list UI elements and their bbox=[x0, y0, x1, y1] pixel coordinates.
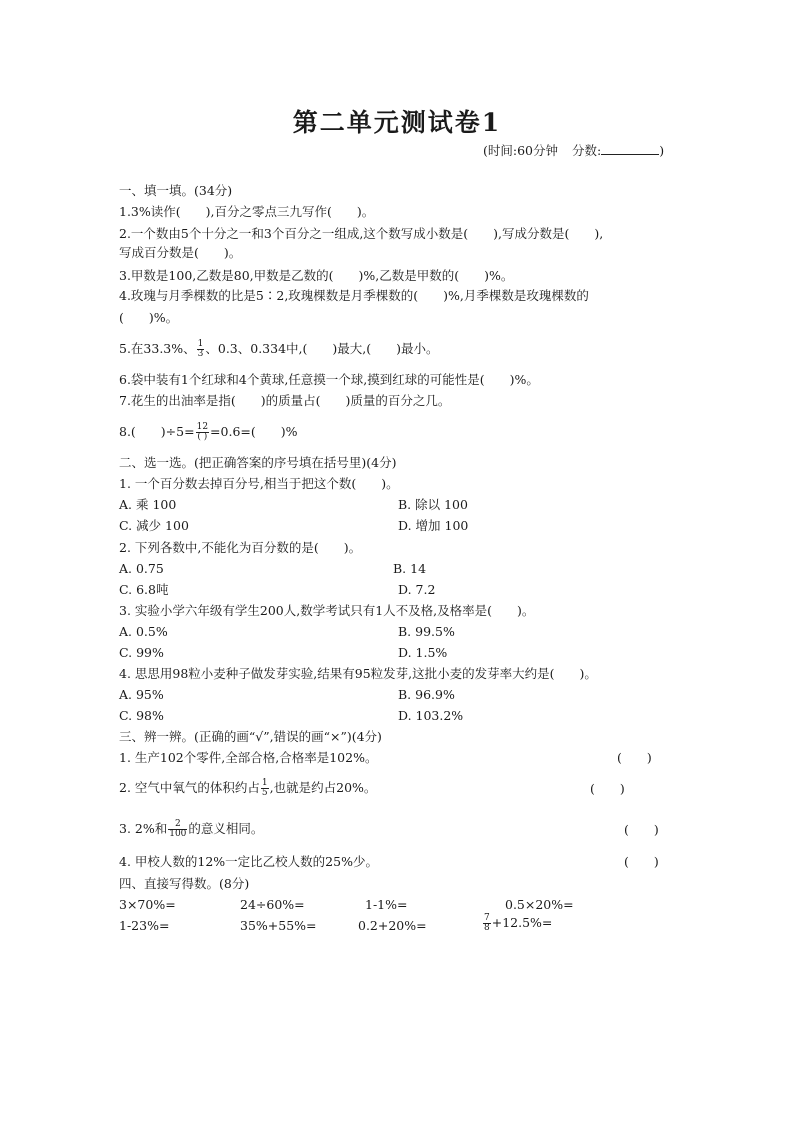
s2-q3-stem: 3. 实验小学六年级有学生200人,数学考试只有1人不及格,及格率是( )。 bbox=[119, 603, 535, 618]
s2-q4-stem: 4. 思思用98粒小麦种子做发芽实验,结果有95粒发芽,这批小麦的发芽率大约是( )。 bbox=[119, 666, 597, 681]
frac-num: 7 bbox=[484, 913, 490, 923]
section-2-heading: 二、选一选。(把正确答案的序号填在括号里)(4分) bbox=[119, 455, 397, 470]
s3-q1: 1. 生产102个零件,全部合格,合格率是102%。 bbox=[119, 750, 378, 765]
s1-q8 bbox=[119, 423, 298, 442]
s3-q2 bbox=[119, 779, 376, 798]
s2-q3-option-a: A. 0.5% bbox=[119, 624, 168, 639]
s3-q3 bbox=[119, 820, 263, 839]
time-score-info bbox=[483, 141, 664, 159]
s3-q4: 4. 甲校人数的12%一定比乙校人数的25%少。 bbox=[119, 854, 378, 869]
s1-q5-post: 、0.3、0.334中,( )最大,( )最小。 bbox=[205, 341, 439, 356]
fraction-one-fifth bbox=[261, 779, 269, 798]
s2-q2-option-d: D. 7.2 bbox=[398, 582, 436, 597]
frac-num: 12 bbox=[196, 422, 209, 432]
s1-q8-pre: 8.( )÷5= bbox=[119, 424, 195, 439]
s3-q2-post: ,也就是约占20%。 bbox=[269, 780, 377, 795]
fraction-two-hundredths bbox=[168, 820, 187, 839]
s1-q4b: ( )%。 bbox=[119, 310, 179, 325]
s2-q1-option-c: C. 减少 100 bbox=[119, 518, 189, 533]
s2-q3-option-b: B. 99.5% bbox=[398, 624, 455, 639]
frac-den: ( ) bbox=[197, 432, 208, 442]
frac-den: 8 bbox=[484, 923, 490, 933]
frac-num: 1 bbox=[197, 339, 204, 349]
calc-r1-2: 24÷60%= bbox=[240, 897, 305, 912]
frac-num: 1 bbox=[261, 778, 268, 788]
s1-q2b: 写成百分数是( )。 bbox=[119, 245, 242, 260]
calc-r1-1: 3×70%= bbox=[119, 897, 176, 912]
s2-q1-option-b: B. 除以 100 bbox=[398, 497, 468, 512]
s3-q2-pre: 2. 空气中氧气的体积约占 bbox=[119, 780, 260, 795]
s2-q4-option-c: C. 98% bbox=[119, 708, 164, 723]
s1-q1: 1.3%读作( ),百分之零点三九写作( )。 bbox=[119, 204, 375, 219]
s2-q2-option-a: A. 0.75 bbox=[119, 561, 164, 576]
s1-q7: 7.花生的出油率是指( )的质量占( )质量的百分之几。 bbox=[119, 393, 451, 408]
s2-q4-option-a: A. 95% bbox=[119, 687, 164, 702]
fraction-seven-eighths bbox=[483, 914, 491, 933]
s1-q2a: 2.一个数由5个十分之一和3个百分之一组成,这个数写成小数是( ),写成分数是( ), bbox=[119, 226, 604, 241]
page-title: 第二单元测试卷1 bbox=[292, 108, 502, 137]
s3-q3-post: 的意义相同。 bbox=[188, 821, 264, 836]
s2-q1-option-d: D. 增加 100 bbox=[398, 518, 469, 533]
calc-r2-3: 0.2+20%= bbox=[358, 918, 427, 933]
score-label: 分数: bbox=[571, 143, 602, 158]
frac-den: 100 bbox=[169, 829, 187, 839]
s2-q2-option-b: B. 14 bbox=[393, 561, 427, 576]
s2-q3-option-d: D. 1.5% bbox=[398, 645, 448, 660]
s1-q4a: 4.玫瑰与月季棵数的比是5∶2,玫瑰棵数是月季棵数的( )%,月季棵数是玫瑰棵数的 bbox=[119, 288, 589, 303]
fraction-one-third bbox=[197, 340, 205, 359]
frac-den: 5 bbox=[261, 788, 268, 798]
section-3-heading: 三、辨一辨。(正确的画“√”,错误的画“×”)(4分) bbox=[119, 729, 382, 744]
s2-q3-option-c: C. 99% bbox=[119, 645, 164, 660]
s1-q8-post: =0.6=( )% bbox=[210, 424, 298, 439]
section-4-heading: 四、直接写得数。(8分) bbox=[119, 876, 250, 891]
calc-r2-4 bbox=[482, 914, 552, 933]
section-1-heading: 一、填一填。(34分) bbox=[119, 183, 233, 198]
s2-q4-option-b: B. 96.9% bbox=[398, 687, 455, 702]
calc-r2-4-post: +12.5%= bbox=[491, 915, 553, 930]
s3-q3-pre: 3. 2%和 bbox=[119, 821, 168, 836]
frac-num: 2 bbox=[168, 820, 187, 830]
calc-r2-2: 35%+55%= bbox=[240, 918, 317, 933]
s2-q2-option-c: C. 6.8吨 bbox=[119, 582, 169, 597]
s2-q2-stem: 2. 下列各数中,不能化为百分数的是( )。 bbox=[119, 540, 362, 555]
frac-den: 3 bbox=[197, 349, 204, 359]
s3-q3-answer-paren[interactable]: ( ) bbox=[624, 822, 659, 837]
calc-r2-1: 1-23%= bbox=[119, 918, 170, 933]
s1-q5 bbox=[119, 340, 439, 359]
s2-q1-stem: 1. 一个百分数去掉百分号,相当于把这个数( )。 bbox=[119, 476, 399, 491]
s3-q1-answer-paren[interactable]: ( ) bbox=[617, 750, 652, 765]
s2-q4-option-d: D. 103.2% bbox=[398, 708, 464, 723]
s1-q3: 3.甲数是100,乙数是80,甲数是乙数的( )%,乙数是甲数的( )%。 bbox=[119, 268, 514, 283]
score-blank[interactable] bbox=[601, 143, 659, 155]
s3-q4-answer-paren[interactable]: ( ) bbox=[624, 854, 659, 869]
time-label: (时间:60分钟 bbox=[483, 143, 558, 158]
calc-r1-4: 0.5×20%= bbox=[505, 897, 574, 912]
s3-q2-answer-paren[interactable]: ( ) bbox=[590, 781, 625, 796]
close-paren: ) bbox=[659, 143, 665, 158]
s1-q6: 6.袋中装有1个红球和4个黄球,任意摸一个球,摸到红球的可能性是( )%。 bbox=[119, 372, 539, 387]
s1-q5-pre: 5.在33.3%、 bbox=[119, 341, 196, 356]
calc-r1-3: 1-1%= bbox=[365, 897, 408, 912]
fraction-twelve-over-blank bbox=[196, 423, 209, 442]
s2-q1-option-a: A. 乘 100 bbox=[119, 497, 177, 512]
